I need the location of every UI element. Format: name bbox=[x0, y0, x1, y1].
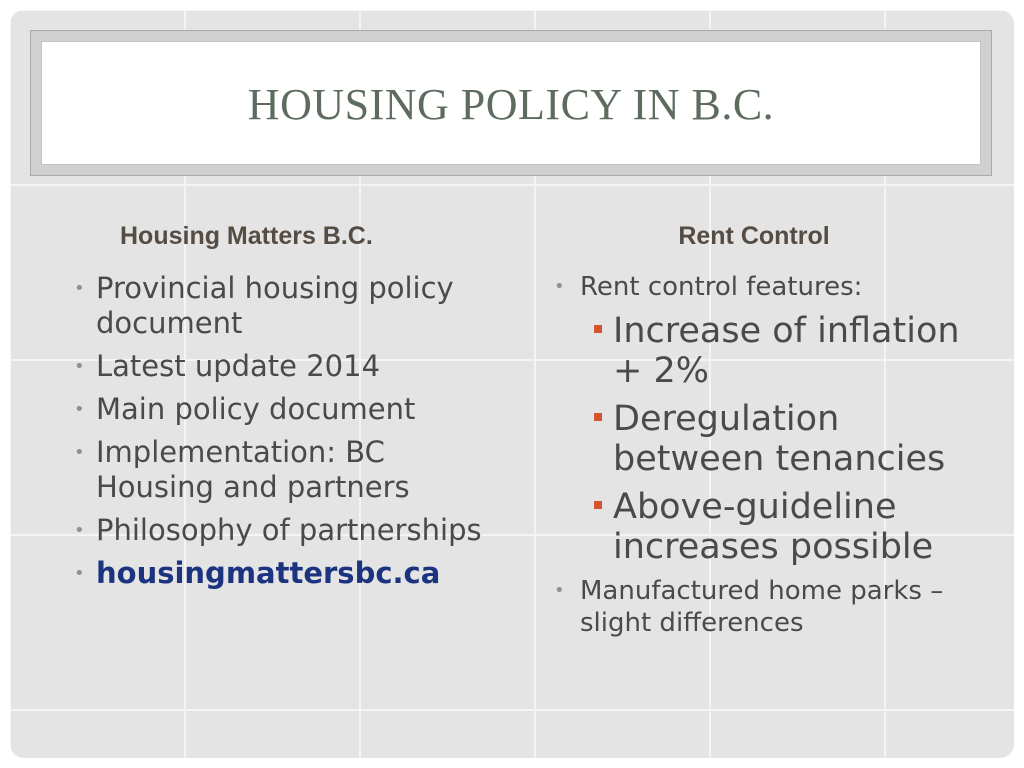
housingmatters-link[interactable]: housingmattersbc.ca bbox=[96, 556, 441, 590]
sub-list-item: Increase of inflation + 2% bbox=[544, 311, 984, 391]
left-bullet-list bbox=[68, 271, 498, 591]
list-item: • Main policy document bbox=[68, 392, 498, 427]
list-item: • Philosophy of partnerships bbox=[68, 513, 498, 548]
title-box bbox=[41, 41, 981, 165]
title-frame bbox=[30, 30, 992, 176]
slide bbox=[10, 10, 1014, 758]
right-column-heading: Rent Control bbox=[678, 222, 830, 250]
list-item: • Provincial housing policy document bbox=[68, 271, 498, 341]
sub-list-item: Deregulation between tenancies bbox=[544, 399, 984, 479]
left-column bbox=[68, 222, 498, 599]
list-item: • Implementation: BC Housing and partners bbox=[68, 435, 498, 505]
slide-title: HOUSING POLICY IN B.C. bbox=[247, 79, 775, 129]
right-column bbox=[544, 222, 984, 647]
list-item: • Latest update 2014 bbox=[68, 349, 498, 384]
sub-list-item: Above-guideline increases possible bbox=[544, 487, 984, 567]
list-item: • Manufactured home parks – slight differences bbox=[544, 575, 984, 639]
left-column-heading: Housing Matters B.C. bbox=[120, 222, 373, 250]
list-item: • Rent control features: bbox=[544, 271, 984, 303]
list-item bbox=[68, 556, 498, 591]
right-bullet-list bbox=[544, 271, 984, 639]
